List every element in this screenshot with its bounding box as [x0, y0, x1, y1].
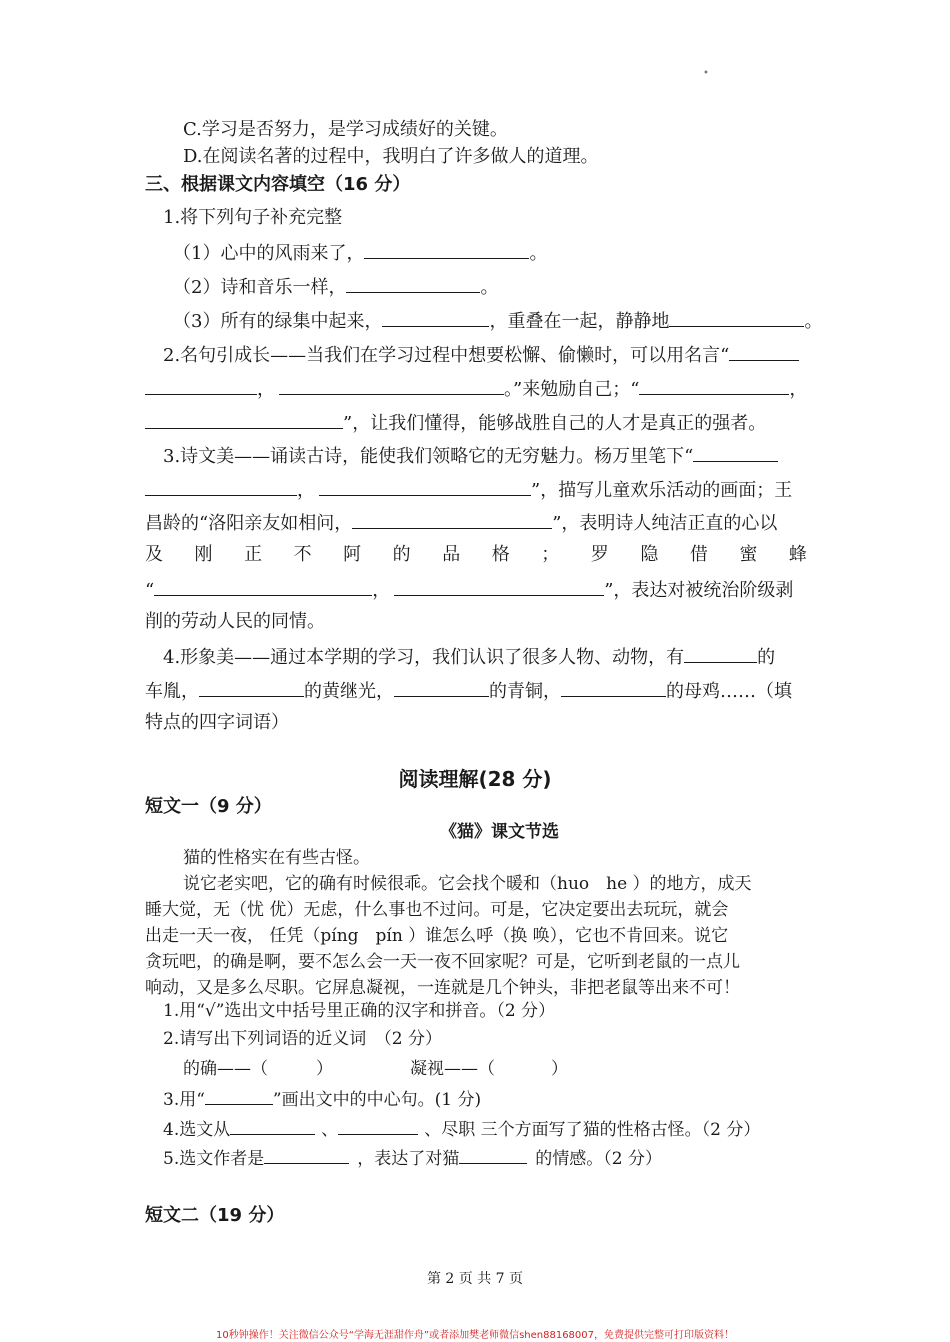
q1-sentence-3: [173, 308, 822, 334]
q4-line-3: 特点的四字词语）: [145, 712, 289, 733]
q1-label: 1.将下列句子补充完整: [163, 207, 343, 228]
char: 正: [244, 544, 263, 565]
paren-close: ）: [316, 1059, 333, 1079]
q2-line-3: [145, 410, 766, 436]
q1-s1-end: 。: [529, 243, 548, 264]
answer-blank[interactable]: [459, 1145, 527, 1164]
q1-s3-text: （3）所有的绿集中起来，: [173, 311, 383, 332]
answer-blank[interactable]: [364, 240, 529, 259]
passage1-q5: [163, 1145, 662, 1171]
char: 蜜: [739, 544, 758, 565]
q5-text-2: ，表达了对猫: [357, 1149, 460, 1169]
answer-blank[interactable]: [382, 308, 489, 327]
answer-blank[interactable]: [145, 477, 297, 496]
q2-mid: 。”来勉励自己；“: [504, 379, 640, 400]
q3-line-3: [145, 510, 777, 536]
q4-text-4: 的青铜，: [489, 681, 561, 702]
passage1-para-1: 猫的性格实在有些古怪。: [183, 848, 370, 868]
passage1-title: 《猫》课文节选: [440, 822, 559, 842]
q3-line-5: [145, 577, 793, 603]
q3-text-2: 昌龄的“洛阳亲友如相问，: [145, 513, 353, 534]
q3-text-3: ”，表明诗人纯洁正直的心以: [552, 513, 778, 534]
char: ；: [541, 544, 560, 565]
q2-line-2: [145, 376, 807, 402]
q3-text: 3.用“: [163, 1090, 205, 1110]
q5-text: 5.选文作者是: [163, 1149, 265, 1169]
q5-text-3: 的情感。（2 分）: [535, 1149, 662, 1169]
synonym-1: [183, 1057, 333, 1081]
q1-s3-mid: ，重叠在一起，静静地: [489, 311, 670, 332]
answer-blank[interactable]: [154, 577, 372, 596]
char: 不: [293, 544, 312, 565]
q3-comma-2: ，: [372, 580, 391, 601]
answer-blank[interactable]: [205, 1086, 273, 1105]
q1-sentence-1: [173, 240, 547, 266]
char: 的: [392, 544, 411, 565]
q1-s2-end: 。: [480, 277, 499, 298]
passage1-q4: [163, 1116, 760, 1142]
q2-text: 2.名句引成长——当我们在学习过程中想要松懈、偷懒时，可以用名言“: [163, 345, 730, 366]
passage1-label: 短文一（9 分）: [145, 796, 272, 817]
reading-title: 阅读理解(28 分): [398, 767, 552, 791]
q1-s1-text: （1）心中的风雨来了，: [173, 243, 365, 264]
q4-line-1: [163, 644, 775, 670]
passage1-line: 说它老实吧，它的确有时候很乖。它会找个暖和（huo he ）的地方，成天: [183, 874, 752, 894]
q3-text-2: ”画出文中的中心句。(1 分): [272, 1090, 482, 1110]
q4-text-5: 的母鸡……（填: [666, 681, 792, 702]
q4-text-3: 的黄继光，: [304, 681, 394, 702]
q3-line-4: [145, 543, 807, 567]
option-d: D.在阅读名著的过程中，我明白了许多做人的道理。: [183, 146, 599, 167]
q2-comma-2: ，: [789, 379, 808, 400]
q3-line-1: [163, 443, 778, 469]
answer-blank[interactable]: [693, 443, 778, 462]
passage1-line: 响动，又是多么尽职。它屏息凝视，一连就是几个钟头，非把老鼠等出来不可！: [145, 978, 740, 998]
q4-line-2: [145, 678, 792, 704]
q3-open-quote: “: [145, 580, 155, 601]
char: 及: [145, 544, 163, 565]
passage1-line: 睡大觉，无（忧 优）无虑，什么事也不过问。可是，它决定要出去玩玩，就会: [145, 900, 729, 920]
answer-blank[interactable]: [279, 376, 504, 395]
answer-blank[interactable]: [394, 678, 489, 697]
q3-comma: ，: [297, 480, 315, 501]
paren-close: ）: [551, 1059, 568, 1079]
q1-s3-end: 。: [804, 311, 823, 332]
q4-text-2: 、尽职 三个方面写了猫的性格古怪。（2 分）: [424, 1120, 761, 1140]
answer-blank[interactable]: [230, 1116, 315, 1135]
answer-blank[interactable]: [561, 678, 666, 697]
char: 借: [689, 544, 708, 565]
q3-mid: ”，描写儿童欢乐活动的画面；王: [531, 480, 793, 501]
answer-blank[interactable]: [394, 577, 604, 596]
char: 刚: [194, 544, 213, 565]
q3-text: 3.诗文美——诵读古诗，能使我们领略它的无穷魅力。杨万里笔下“: [163, 446, 694, 467]
q2-end: ”，让我们懂得，能够战胜自己的人才是真正的强者。: [343, 413, 767, 434]
passage1-q2: 2.请写出下列词语的近义词 （2 分）: [163, 1029, 442, 1049]
synonym-1-word: 的确——（: [183, 1059, 268, 1079]
char: 品: [442, 544, 461, 565]
char: 格: [491, 544, 510, 565]
passage1-line: 出走一天一夜， 任凭（píng pín ）谁怎么呼（换 唤），它也不肯回来。说它: [145, 926, 729, 946]
q4-text: 4.选文从: [163, 1120, 231, 1140]
option-c: C.学习是否努力，是学习成绩好的关键。: [183, 119, 508, 140]
q2-comma: ，: [257, 379, 275, 400]
answer-blank[interactable]: [352, 510, 552, 529]
passage1-q3: [163, 1086, 481, 1112]
q4-sep: 、: [321, 1120, 339, 1140]
q3-line-2: [145, 477, 792, 503]
char: 隐: [640, 544, 659, 565]
answer-blank[interactable]: [639, 376, 789, 395]
q1-sentence-2: [173, 274, 498, 300]
q4-de: 的: [757, 647, 776, 668]
answer-blank[interactable]: [669, 308, 804, 327]
passage2-label: 短文二（19 分）: [145, 1205, 285, 1226]
answer-blank[interactable]: [729, 342, 799, 361]
q1-s2-text: （2）诗和音乐一样，: [173, 277, 347, 298]
section3-title: 三、根据课文内容填空（16 分）: [145, 174, 411, 195]
scan-mark: •: [703, 68, 709, 79]
answer-blank[interactable]: [346, 274, 480, 293]
char: 罗: [590, 544, 609, 565]
answer-blank[interactable]: [338, 1116, 418, 1135]
q4-text-2: 车胤，: [145, 681, 199, 702]
synonym-2: [410, 1057, 568, 1081]
promo-banner: 10秒钟操作！关注微信公众号“学海无涯甜作舟”或者添加樊老师微信shen88168007，免费提供完整可打印版资料！: [215, 1330, 735, 1341]
page-number: 第 2 页 共 7 页: [426, 1271, 524, 1287]
passage1-line: 贪玩吧，的确是啊，要不怎么会一天一夜不回家呢？可是，它听到老鼠的一点儿: [145, 952, 740, 972]
answer-blank[interactable]: [145, 376, 257, 395]
answer-blank[interactable]: [684, 644, 757, 663]
q3-line-6: 削的劳动人民的同情。: [145, 611, 325, 632]
char: 蜂: [788, 544, 807, 565]
answer-blank[interactable]: [319, 477, 531, 496]
answer-blank[interactable]: [199, 678, 304, 697]
q4-text: 4.形象美——通过本学期的学习，我们认识了很多人物、动物，有: [163, 647, 685, 668]
answer-blank[interactable]: [145, 410, 343, 429]
q2-line-1: [163, 342, 799, 368]
synonym-2-word: 凝视——（: [410, 1059, 495, 1079]
char: 阿: [343, 544, 362, 565]
passage1-q1: 1.用“√”选出文中括号里正确的汉字和拼音。（2 分）: [163, 1001, 556, 1021]
answer-blank[interactable]: [264, 1145, 349, 1164]
q3-end: ”，表达对被统治阶级剥: [604, 580, 794, 601]
